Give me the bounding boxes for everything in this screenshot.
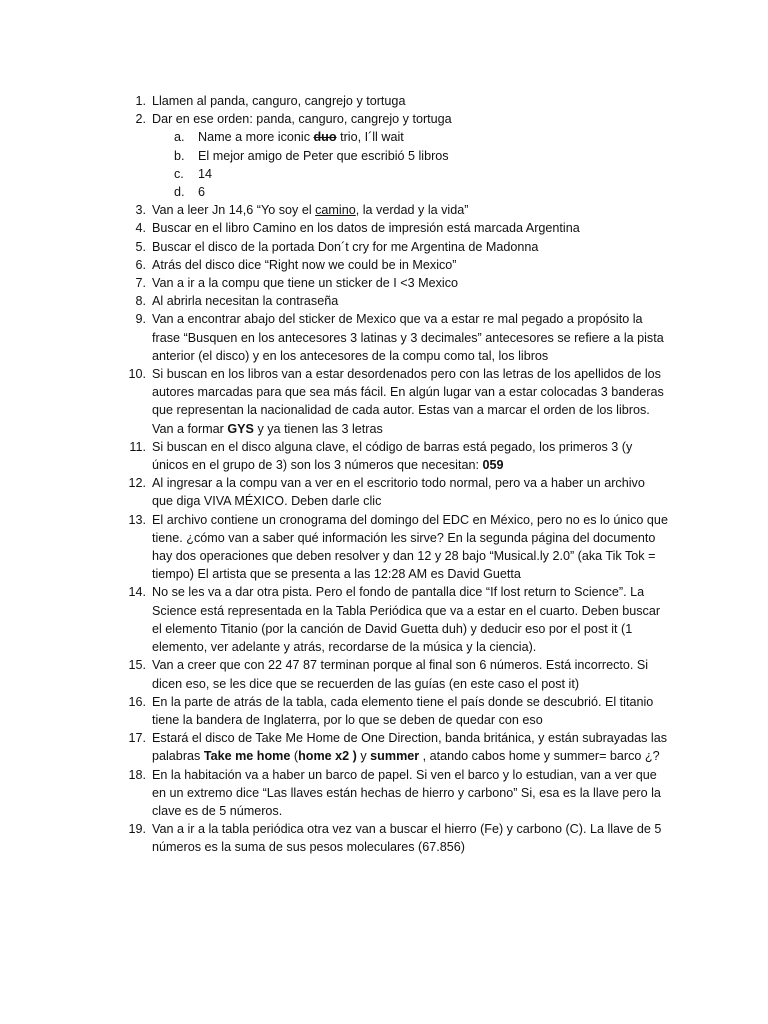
sub-item-letter: a. [174,130,185,145]
sub-item-text: El mejor amigo de Peter que escribió 5 libros [198,148,449,163]
item-number: 2. [135,112,146,127]
list-item [0,438,768,474]
item-number: 6. [135,257,146,272]
bold-code: 059 [482,458,504,473]
underlined-word: camino [315,203,356,218]
sub-item-text: trio, I´ll wait [336,130,404,145]
bold-phrase: home x2 ) [298,749,357,764]
item-text: Dar en ese orden: panda, canguro, cangrejo y tortuga [152,112,452,127]
item-text: Si buscan en el disco alguna clave, el código de barras está pegado, los primeros 3 (y únicos en el grupo de 3) son los 3 números que necesitan: [152,439,633,473]
list-item [0,274,768,292]
item-text: No se les va a dar otra pista. Pero el fondo de pantalla dice “If lost return to Science”. La Science está representada en la Tabla Periódica que va a estar en el cuarto. Deben buscar el elemento Titanio (por la canción de David Guetta duh) y deducir eso por el post it (1 elemento, ver adelante y atrás, recordarse de la música y la ciencia). [152,585,661,655]
list-item [0,820,768,856]
item-text: Al abrirla necesitan la contraseña [152,294,339,309]
item-text: Estará el disco de Take Me Home de One Direction, banda británica, y están subrayadas las palabras [152,731,667,764]
item-text: ( [290,749,299,764]
sub-list-item [0,165,768,183]
item-number: 7. [135,276,146,291]
item-number: 16. [128,694,146,709]
item-number: 1. [135,94,146,108]
sub-list-item [0,147,768,165]
item-number: 15. [128,658,146,673]
item-text: Buscar en el libro Camino en los datos de impresión está marcada Argentina [152,221,580,236]
list-item [0,365,768,438]
list-item [0,511,768,584]
list-item [0,656,768,692]
item-text: Van a encontrar abajo del sticker de Mexico que va a estar re mal pegado a propósito la frase “Busquen en los antecesores 3 latinas y 3 decimales” antecesores se refiere a la pista anterior (el disco) y en los antecesores de la compu como tal, los libros [152,312,664,363]
item-number: 12. [128,476,146,491]
item-text: Al ingresar a la compu van a ver en el escritorio todo normal, pero va a haber un archivo que diga VIVA MÉXICO. Deben darle clic [152,476,645,509]
item-text: Atrás del disco dice “Right now we could be in Mexico” [152,257,457,272]
list-item [0,474,768,510]
item-text: En la habitación va a haber un barco de papel. Si ven el barco y lo estudian, van a ver que en un extremo dice “Las llaves están hechas de hierro y carbono” Si, esa es la llave pero la clave es de 5 números. [152,767,661,818]
item-text: Buscar el disco de la portada Don´t cry for me Argentina de Madonna [152,239,539,254]
item-text: Si buscan en los libros van a estar desordenados pero con las letras de los apellidos de los autores marcadas para que sea más fácil. En algún lugar van a estar colocadas 3 banderas que representan la nacionalidad de cada autor. Estas van a marcar el orden de los libros. Van a formar [152,367,664,436]
bold-phrase: summer [370,749,420,764]
sub-item-letter: c. [174,166,184,181]
list-item [0,110,768,128]
list-item [0,292,768,310]
item-number: 18. [128,767,146,782]
list-item [0,766,768,821]
item-text: En la parte de atrás de la tabla, cada elemento tiene el país donde se descubrió. El titanio tiene la bandera de Inglaterra, por lo que se deben de quedar con eso [152,694,654,727]
item-text: , la verdad y la vida” [355,203,469,218]
item-text: Llamen al panda, canguro, cangrejo y tortuga [152,94,406,108]
item-number: 10. [128,367,146,382]
bold-letters: GYS [227,421,254,436]
item-text: , atando cabos home y summer= barco ¿? [419,749,660,764]
item-number: 9. [135,312,146,327]
item-text: Van a ir a la tabla periódica otra vez van a buscar el hierro (Fe) y carbono (C). La llave de 5 números es la suma de sus pesos moleculares (67.856) [152,822,662,855]
item-number: 4. [135,221,146,236]
bold-phrase: Take me home [203,749,291,764]
struck-word: duo [313,130,337,145]
list-item [0,256,768,274]
list-item [0,219,768,237]
list-item [0,201,768,219]
sub-item-letter: b. [174,148,185,163]
list-item [0,238,768,256]
item-text: Van a leer Jn 14,6 “Yo soy el [152,203,316,218]
item-text: El archivo contiene un cronograma del domingo del EDC en México, pero no es lo único que tiene. ¿cómo van a saber qué información les sirve? En la segunda página del documento hay dos operaciones que deben resolver y dan 12 y 28 bajo “Musical.ly 2.0” (aka Tik Tok = tiempo) El artista que se presenta a las 12:28 AM es David Guetta [152,512,668,582]
sub-item-text: 14 [198,166,213,181]
list-item [0,92,768,110]
sub-list-item [0,128,768,146]
item-number: 19. [128,822,146,837]
list-item [0,693,768,729]
item-text: Van a creer que con 22 47 87 terminan porque al final son 6 números. Está incorrecto. Si dicen eso, se les dice que se recuerden de las guías (en este caso el post it) [152,658,649,691]
item-number: 5. [135,239,146,254]
item-text: y [356,749,371,764]
sub-item-text: 6 [198,185,206,200]
sub-item-letter: d. [174,185,185,200]
list-item [0,583,768,656]
item-text: y ya tienen las 3 letras [253,421,383,436]
item-number: 13. [128,512,146,527]
item-number: 8. [135,294,146,309]
sub-item-text: Name a more iconic [198,130,314,145]
numbered-list [0,92,768,857]
list-item [0,310,768,365]
item-number: 11. [129,439,146,454]
item-number: 14. [128,585,146,600]
item-number: 17. [128,731,146,746]
list-item [0,729,768,765]
sub-list-item [0,183,768,201]
item-number: 3. [135,203,146,218]
item-text: Van a ir a la compu que tiene un sticker de I <3 Mexico [152,276,459,291]
